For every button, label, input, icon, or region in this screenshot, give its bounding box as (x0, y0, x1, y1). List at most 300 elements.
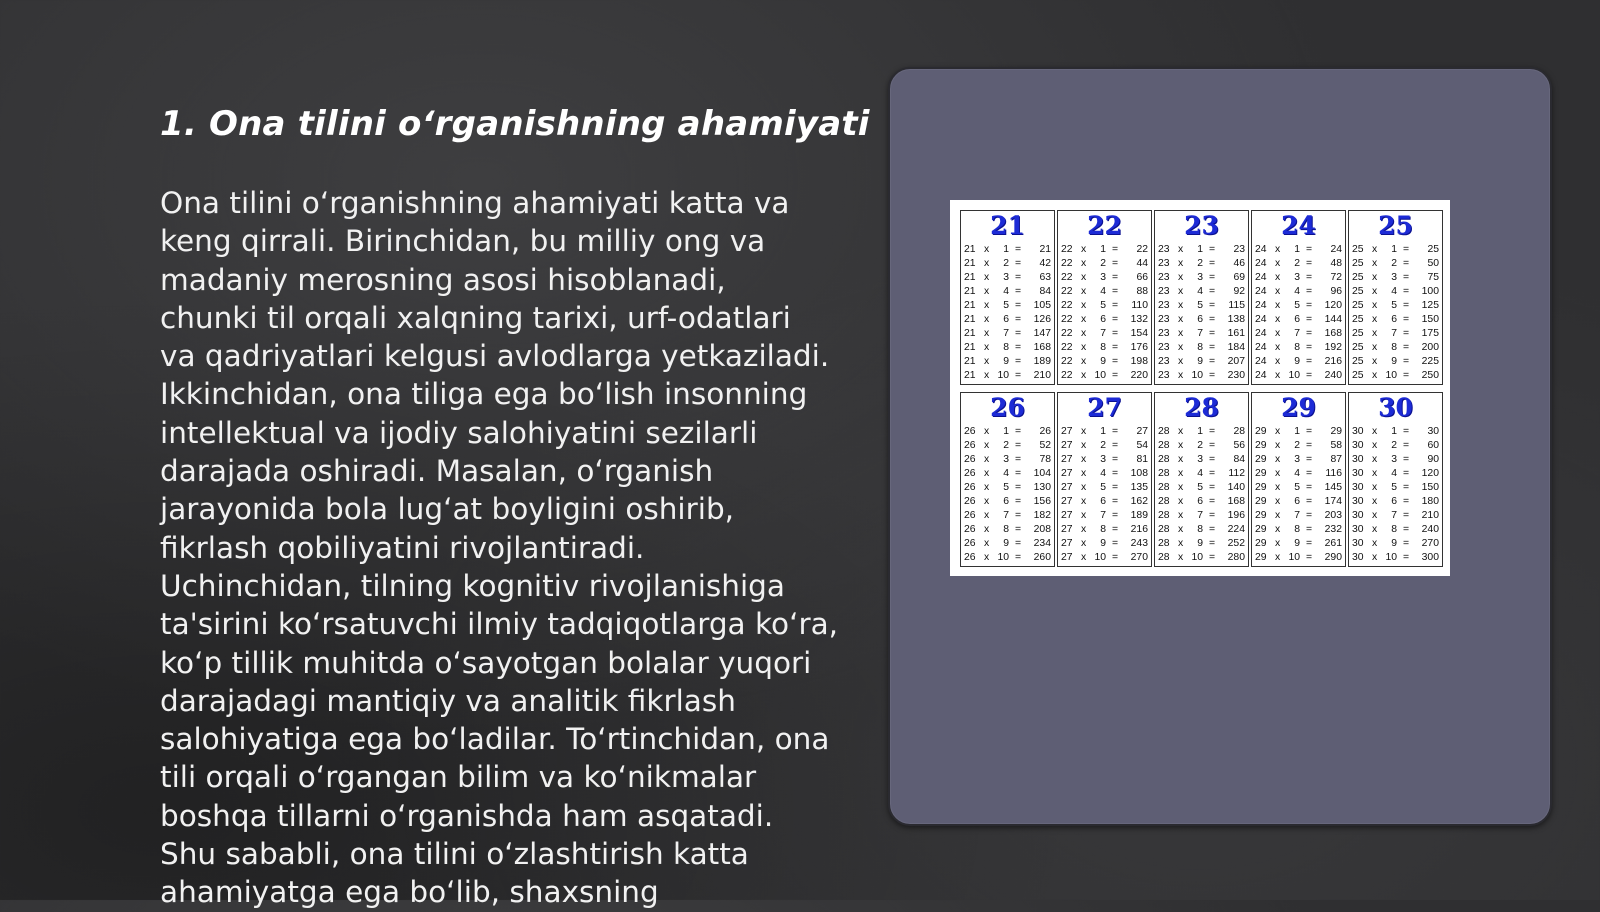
row-base: 27 (1061, 538, 1073, 549)
row-operator: x (1081, 524, 1087, 535)
row-multiplier: 10 (1094, 552, 1106, 563)
row-base: 30 (1352, 468, 1364, 479)
row-base: 22 (1061, 300, 1073, 311)
row-result: 54 (1136, 440, 1148, 451)
row-multiplier: 4 (1003, 468, 1009, 479)
times-table-row (1158, 299, 1245, 313)
row-result: 280 (1227, 552, 1245, 563)
row-base: 25 (1352, 286, 1364, 297)
times-table-row (964, 285, 1051, 299)
row-multiplier: 2 (1003, 440, 1009, 451)
row-equals: = (1015, 314, 1022, 325)
row-result: 184 (1227, 342, 1245, 353)
row-multiplier: 7 (1003, 328, 1009, 339)
row-result: 28 (1233, 426, 1245, 437)
row-equals: = (1403, 538, 1410, 549)
row-result: 168 (1324, 328, 1342, 339)
row-result: 50 (1427, 258, 1439, 269)
row-equals: = (1306, 524, 1313, 535)
row-base: 24 (1255, 356, 1267, 367)
row-base: 28 (1158, 510, 1170, 521)
row-multiplier: 5 (1197, 300, 1203, 311)
row-result: 78 (1039, 454, 1051, 465)
row-multiplier: 6 (1294, 314, 1300, 325)
times-table-30 (1348, 392, 1443, 567)
row-operator: x (1275, 468, 1281, 479)
row-result: 126 (1033, 314, 1051, 325)
row-base: 28 (1158, 524, 1170, 535)
row-result: 90 (1427, 454, 1439, 465)
times-table-row (1158, 467, 1245, 481)
row-operator: x (984, 468, 990, 479)
row-operator: x (1081, 300, 1087, 311)
row-equals: = (1112, 426, 1119, 437)
row-equals: = (1015, 538, 1022, 549)
row-multiplier: 10 (1191, 370, 1203, 381)
row-multiplier: 8 (1391, 342, 1397, 353)
row-result: 26 (1039, 426, 1051, 437)
row-multiplier: 10 (1385, 370, 1397, 381)
row-base: 26 (964, 538, 976, 549)
row-base: 29 (1255, 454, 1267, 465)
row-result: 104 (1033, 468, 1051, 479)
times-table-row (1352, 313, 1439, 327)
times-table-row (1158, 453, 1245, 467)
row-result: 225 (1421, 356, 1439, 367)
row-result: 175 (1421, 328, 1439, 339)
times-table-title: 26 (990, 393, 1025, 422)
row-result: 252 (1227, 538, 1245, 549)
row-multiplier: 1 (1100, 244, 1106, 255)
row-operator: x (1081, 370, 1087, 381)
row-multiplier: 6 (1100, 496, 1106, 507)
row-base: 29 (1255, 524, 1267, 535)
row-operator: x (984, 552, 990, 563)
row-equals: = (1209, 468, 1216, 479)
times-table-row (964, 243, 1051, 257)
body-line: va qadriyatlari kelgusi avlodlarga yetkaziladi. (160, 339, 830, 374)
row-operator: x (1372, 272, 1378, 283)
row-operator: x (984, 272, 990, 283)
row-operator: x (984, 426, 990, 437)
row-base: 23 (1158, 328, 1170, 339)
times-table-rows (1158, 243, 1245, 383)
times-table-row (1352, 537, 1439, 551)
row-result: 27 (1136, 426, 1148, 437)
row-operator: x (984, 370, 990, 381)
times-table-row (1352, 481, 1439, 495)
multiplication-tables-image (950, 200, 1450, 576)
row-equals: = (1209, 286, 1216, 297)
row-operator: x (1081, 272, 1087, 283)
row-multiplier: 4 (1391, 468, 1397, 479)
row-equals: = (1403, 328, 1410, 339)
row-result: 182 (1033, 510, 1051, 521)
row-operator: x (1081, 328, 1087, 339)
row-multiplier: 6 (1100, 314, 1106, 325)
row-result: 46 (1233, 258, 1245, 269)
times-table-row (1158, 495, 1245, 509)
row-equals: = (1209, 328, 1216, 339)
times-table-row (1255, 509, 1342, 523)
row-multiplier: 1 (1294, 244, 1300, 255)
row-equals: = (1209, 314, 1216, 325)
row-base: 28 (1158, 440, 1170, 451)
row-operator: x (984, 510, 990, 521)
row-equals: = (1306, 370, 1313, 381)
row-base: 27 (1061, 524, 1073, 535)
row-result: 135 (1130, 482, 1148, 493)
row-base: 28 (1158, 454, 1170, 465)
row-operator: x (984, 314, 990, 325)
row-operator: x (1275, 356, 1281, 367)
times-table-row (1158, 285, 1245, 299)
row-operator: x (1275, 314, 1281, 325)
row-result: 210 (1421, 510, 1439, 521)
times-table-row (1255, 439, 1342, 453)
row-multiplier: 5 (1391, 300, 1397, 311)
times-table-row (1158, 243, 1245, 257)
row-base: 28 (1158, 552, 1170, 563)
row-operator: x (1081, 258, 1087, 269)
row-equals: = (1403, 552, 1410, 563)
times-table-title: 30 (1378, 393, 1413, 422)
row-multiplier: 3 (1100, 272, 1106, 283)
row-equals: = (1015, 300, 1022, 311)
row-multiplier: 7 (1294, 510, 1300, 521)
row-result: 42 (1039, 258, 1051, 269)
row-operator: x (1275, 538, 1281, 549)
row-operator: x (1178, 272, 1184, 283)
row-base: 22 (1061, 370, 1073, 381)
row-operator: x (1372, 370, 1378, 381)
row-equals: = (1112, 524, 1119, 535)
row-operator: x (1178, 496, 1184, 507)
row-base: 23 (1158, 300, 1170, 311)
row-result: 156 (1033, 496, 1051, 507)
body-line: Ona tilini o‘rganishning ahamiyati katta va (160, 186, 790, 220)
row-base: 30 (1352, 510, 1364, 521)
row-base: 27 (1061, 426, 1073, 437)
row-operator: x (1372, 552, 1378, 563)
row-base: 24 (1255, 258, 1267, 269)
row-base: 30 (1352, 454, 1364, 465)
row-result: 92 (1233, 286, 1245, 297)
times-table-row (1061, 509, 1148, 523)
row-multiplier: 1 (1294, 426, 1300, 437)
row-equals: = (1403, 342, 1410, 353)
row-operator: x (1372, 440, 1378, 451)
row-operator: x (1275, 552, 1281, 563)
row-multiplier: 5 (1391, 482, 1397, 493)
body-line: Ikkinchidan, ona tiliga ega bo‘lish insonning (160, 377, 808, 412)
row-multiplier: 5 (1294, 300, 1300, 311)
row-equals: = (1403, 510, 1410, 521)
times-table-row (1158, 271, 1245, 285)
row-equals: = (1306, 356, 1313, 367)
row-equals: = (1209, 552, 1216, 563)
row-equals: = (1403, 370, 1410, 381)
row-equals: = (1112, 510, 1119, 521)
row-operator: x (1081, 440, 1087, 451)
times-table-row (1061, 523, 1148, 537)
row-operator: x (1275, 272, 1281, 283)
row-base: 25 (1352, 328, 1364, 339)
row-result: 198 (1130, 356, 1148, 367)
row-result: 203 (1324, 510, 1342, 521)
row-multiplier: 7 (1100, 510, 1106, 521)
row-result: 100 (1421, 286, 1439, 297)
row-result: 145 (1324, 482, 1342, 493)
row-result: 144 (1324, 314, 1342, 325)
row-base: 27 (1061, 496, 1073, 507)
row-equals: = (1209, 482, 1216, 493)
times-table-row (1061, 425, 1148, 439)
row-operator: x (1275, 370, 1281, 381)
row-result: 66 (1136, 272, 1148, 283)
times-table-row (964, 537, 1051, 551)
row-multiplier: 2 (1197, 440, 1203, 451)
row-operator: x (1275, 426, 1281, 437)
row-equals: = (1403, 496, 1410, 507)
row-equals: = (1209, 244, 1216, 255)
row-equals: = (1209, 524, 1216, 535)
times-table-row (964, 313, 1051, 327)
row-result: 120 (1421, 468, 1439, 479)
row-base: 30 (1352, 524, 1364, 535)
times-table-row (1352, 341, 1439, 355)
row-equals: = (1015, 510, 1022, 521)
times-table-row (1352, 257, 1439, 271)
row-multiplier: 3 (1391, 272, 1397, 283)
row-multiplier: 5 (1294, 482, 1300, 493)
row-result: 168 (1033, 342, 1051, 353)
row-operator: x (1081, 244, 1087, 255)
row-base: 25 (1352, 272, 1364, 283)
body-line: Uchinchidan, tilning kognitiv rivojlanishiga (160, 568, 785, 603)
row-base: 30 (1352, 496, 1364, 507)
row-equals: = (1209, 426, 1216, 437)
row-operator: x (1275, 244, 1281, 255)
row-equals: = (1403, 356, 1410, 367)
row-multiplier: 5 (1003, 482, 1009, 493)
row-equals: = (1306, 244, 1313, 255)
row-equals: = (1015, 524, 1022, 535)
row-result: 112 (1228, 468, 1245, 479)
times-table-row (1255, 537, 1342, 551)
row-equals: = (1209, 356, 1216, 367)
row-multiplier: 3 (1003, 454, 1009, 465)
row-result: 125 (1421, 300, 1439, 311)
times-table-row (964, 495, 1051, 509)
row-base: 24 (1255, 342, 1267, 353)
row-multiplier: 6 (1294, 496, 1300, 507)
times-table-21 (960, 210, 1055, 385)
row-operator: x (1275, 300, 1281, 311)
row-result: 216 (1130, 524, 1148, 535)
row-operator: x (1178, 538, 1184, 549)
row-equals: = (1306, 552, 1313, 563)
row-operator: x (984, 496, 990, 507)
row-operator: x (1178, 300, 1184, 311)
row-equals: = (1306, 454, 1313, 465)
row-result: 240 (1421, 524, 1439, 535)
row-multiplier: 3 (1003, 272, 1009, 283)
body-line: boshqa tillarni o‘rganishda ham asqatadi. (160, 798, 774, 833)
row-result: 96 (1330, 286, 1342, 297)
row-multiplier: 1 (1100, 426, 1106, 437)
row-base: 29 (1255, 496, 1267, 507)
row-operator: x (1178, 286, 1184, 297)
row-base: 29 (1255, 426, 1267, 437)
times-table-row (1352, 551, 1439, 565)
row-base: 22 (1061, 272, 1073, 283)
row-base: 23 (1158, 244, 1170, 255)
row-result: 56 (1233, 440, 1245, 451)
row-result: 300 (1421, 552, 1439, 563)
row-base: 29 (1255, 468, 1267, 479)
row-result: 105 (1033, 300, 1051, 311)
row-equals: = (1306, 342, 1313, 353)
row-equals: = (1209, 440, 1216, 451)
row-equals: = (1112, 258, 1119, 269)
times-table-row (1255, 243, 1342, 257)
row-operator: x (1178, 468, 1184, 479)
row-base: 28 (1158, 538, 1170, 549)
row-operator: x (1081, 510, 1087, 521)
row-multiplier: 10 (1288, 552, 1300, 563)
row-operator: x (1275, 286, 1281, 297)
row-multiplier: 7 (1391, 328, 1397, 339)
row-base: 30 (1352, 482, 1364, 493)
times-table-row (1158, 257, 1245, 271)
row-base: 30 (1352, 538, 1364, 549)
row-base: 29 (1255, 538, 1267, 549)
row-equals: = (1306, 440, 1313, 451)
times-table-row (1352, 355, 1439, 369)
row-base: 23 (1158, 272, 1170, 283)
row-operator: x (984, 356, 990, 367)
times-table-row (1061, 537, 1148, 551)
body-line: ahamiyatga ega bo‘lib, shaxsning (160, 875, 659, 910)
row-multiplier: 10 (1288, 370, 1300, 381)
row-result: 69 (1233, 272, 1245, 283)
times-table-row (964, 369, 1051, 383)
row-operator: x (1372, 538, 1378, 549)
row-base: 30 (1352, 552, 1364, 563)
row-result: 240 (1324, 370, 1342, 381)
times-table-row (1061, 481, 1148, 495)
row-base: 26 (964, 454, 976, 465)
row-equals: = (1209, 454, 1216, 465)
row-base: 25 (1352, 244, 1364, 255)
row-result: 60 (1427, 440, 1439, 451)
row-equals: = (1209, 272, 1216, 283)
row-result: 243 (1130, 538, 1148, 549)
row-result: 75 (1427, 272, 1439, 283)
row-operator: x (1275, 510, 1281, 521)
row-multiplier: 4 (1391, 286, 1397, 297)
times-table-row (1255, 369, 1342, 383)
row-equals: = (1015, 426, 1022, 437)
body-line: chunki til orqali xalqning tarixi, urf-odatlari (160, 300, 791, 335)
times-table-rows (1061, 425, 1148, 565)
row-equals: = (1112, 468, 1119, 479)
row-operator: x (1275, 496, 1281, 507)
body-line: jarayonida bola lug‘at boyligini oshirib, (160, 492, 735, 527)
row-base: 30 (1352, 426, 1364, 437)
row-multiplier: 10 (1385, 552, 1397, 563)
row-multiplier: 4 (1003, 286, 1009, 297)
times-table-row (1255, 327, 1342, 341)
row-result: 234 (1033, 538, 1051, 549)
row-result: 196 (1227, 510, 1245, 521)
row-operator: x (1081, 538, 1087, 549)
times-table-row (1158, 551, 1245, 565)
row-base: 22 (1061, 286, 1073, 297)
row-result: 84 (1039, 286, 1051, 297)
row-base: 30 (1352, 440, 1364, 451)
times-table-row (1255, 285, 1342, 299)
row-base: 28 (1158, 468, 1170, 479)
row-multiplier: 5 (1100, 482, 1106, 493)
row-operator: x (1178, 440, 1184, 451)
body-line: fikrlash qobiliyatini rivojlantiradi. (160, 530, 645, 565)
row-multiplier: 9 (1197, 538, 1203, 549)
row-base: 24 (1255, 300, 1267, 311)
row-base: 27 (1061, 552, 1073, 563)
row-base: 29 (1255, 552, 1267, 563)
row-equals: = (1306, 468, 1313, 479)
times-table-row (1352, 285, 1439, 299)
row-base: 21 (964, 300, 976, 311)
row-multiplier: 7 (1294, 328, 1300, 339)
row-multiplier: 9 (1100, 538, 1106, 549)
body-line: tili orqali o‘rgangan bilim va ko‘nikmalar (160, 760, 757, 795)
times-table-rows (1255, 425, 1342, 565)
times-table-row (964, 355, 1051, 369)
row-equals: = (1306, 510, 1313, 521)
times-table-title: 22 (1087, 211, 1122, 240)
row-base: 23 (1158, 258, 1170, 269)
row-result: 30 (1427, 426, 1439, 437)
row-base: 21 (964, 370, 976, 381)
row-multiplier: 9 (1391, 538, 1397, 549)
row-equals: = (1112, 496, 1119, 507)
row-result: 24 (1330, 244, 1342, 255)
row-base: 26 (964, 524, 976, 535)
row-equals: = (1306, 300, 1313, 311)
times-table-row (964, 481, 1051, 495)
row-equals: = (1112, 342, 1119, 353)
row-operator: x (1178, 314, 1184, 325)
row-result: 110 (1131, 300, 1148, 311)
times-table-title: 23 (1184, 211, 1219, 240)
row-base: 21 (964, 286, 976, 297)
times-table-row (1255, 271, 1342, 285)
row-result: 72 (1330, 272, 1342, 283)
times-table-row (1352, 495, 1439, 509)
row-multiplier: 4 (1294, 468, 1300, 479)
row-operator: x (984, 244, 990, 255)
row-result: 150 (1421, 482, 1439, 493)
row-multiplier: 2 (1100, 440, 1106, 451)
row-multiplier: 1 (1197, 426, 1203, 437)
row-result: 260 (1033, 552, 1051, 563)
row-base: 25 (1352, 258, 1364, 269)
row-multiplier: 10 (1191, 552, 1203, 563)
row-operator: x (1372, 342, 1378, 353)
